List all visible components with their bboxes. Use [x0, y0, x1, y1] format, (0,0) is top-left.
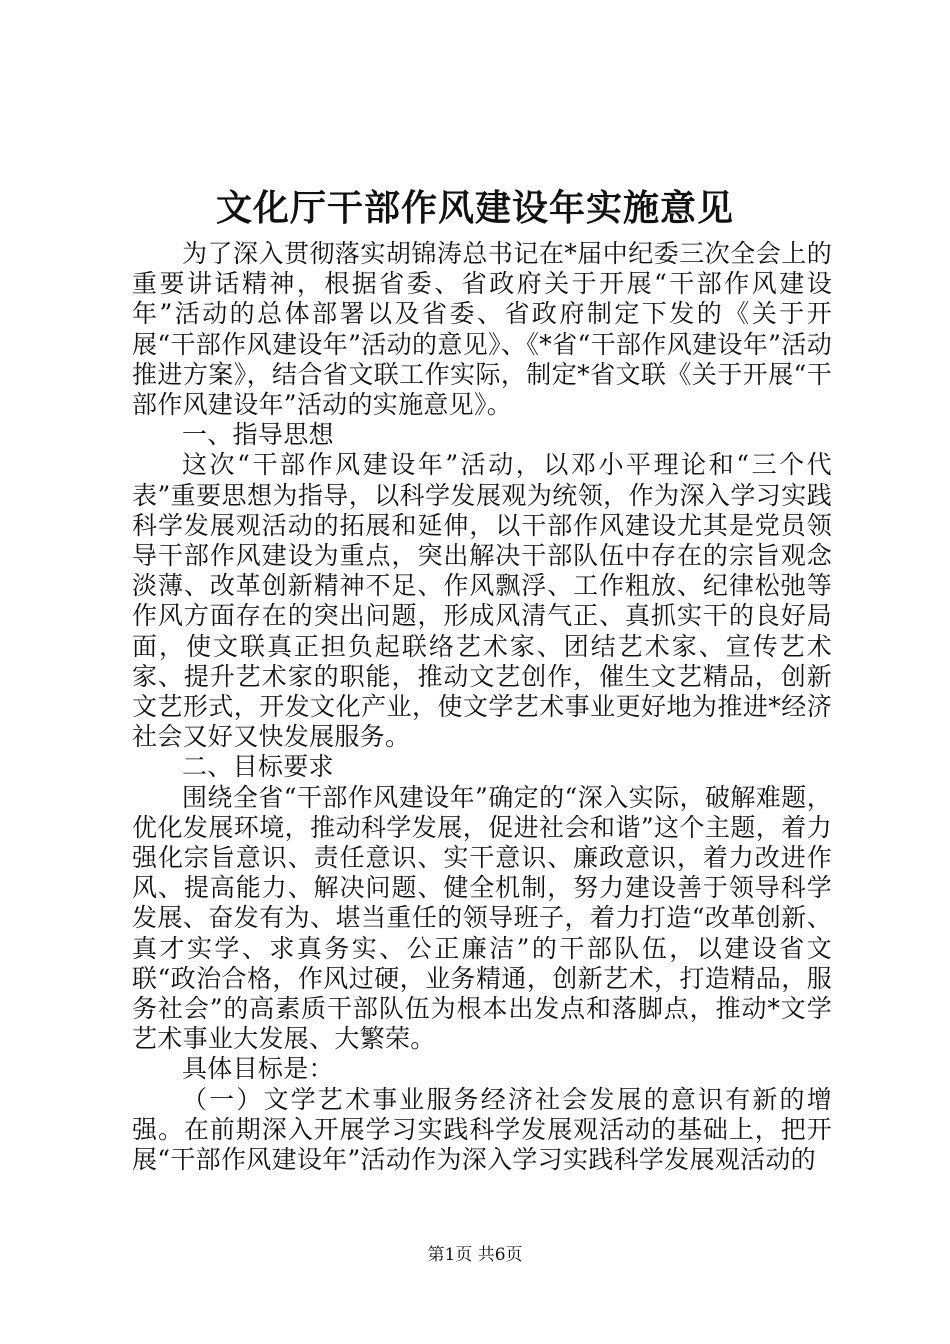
- specific-goal-1-paragraph: （一）文学艺术事业服务经济社会发展的意识有新的增强。在前期深入开展学习实践科学发展观活动的基础上，把开展“干部作风建设年”活动作为深入学习实践科学发展观活动的: [132, 1084, 832, 1175]
- goals-paragraph: 围绕全省“干部作风建设年”确定的“深入实际，破解难题，优化发展环境，推动科学发展，促进社会和谐”这个主题，着力强化宗旨意识、责任意识、实干意识、廉政意识，着力改进作风、提高能力、解决问题、健全机制，努力建设善于领导科学发展、奋发有为、堪当重任的领导班子，着力打造“改革创新、真才实学、求真务实、公正廉洁”的干部队伍，以建设省文联“政治合格，作风过硬，业务精通，创新艺术，打造精品，服务社会”的高素质干部队伍为根本出发点和落脚点，推动*文学艺术事业大发展、大繁荣。: [132, 782, 832, 1054]
- page-number-footer: 第1页 共6页: [427, 1245, 523, 1265]
- document-body: [132, 239, 832, 1175]
- document-title: 文化厅干部作风建设年实施意见: [215, 187, 734, 229]
- specific-goals-label: 具体目标是：: [182, 1054, 334, 1084]
- section-heading-guiding-ideology: 一、指导思想: [182, 420, 334, 450]
- section-heading-goals: 二、目标要求: [182, 752, 334, 782]
- intro-paragraph: 为了深入贯彻落实胡锦涛总书记在*届中纪委三次全会上的重要讲话精神，根据省委、省政府关于开展“干部作风建设年”活动的总体部署以及省委、省政府制定下发的《关于开展“干部作风建设年”活动的意见》、《*省“干部作风建设年”活动推进方案》，结合省文联工作实际，制定*省文联《关于开展“干部作风建设年”活动的实施意见》。: [132, 239, 832, 420]
- guiding-ideology-paragraph: 这次“干部作风建设年”活动，以邓小平理论和“三个代表”重要思想为指导，以科学发展观为统领，作为深入学习实践科学发展观活动的拓展和延伸，以干部作风建设尤其是党员领导干部作风建设为重点，突出解决干部队伍中存在的宗旨观念淡薄、改革创新精神不足、作风飘浮、工作粗放、纪律松弛等作风方面存在的突出问题，形成风清气正、真抓实干的良好局面，使文联真正担负起联络艺术家、团结艺术家、宣传艺术家、提升艺术家的职能，推动文艺创作，催生文艺精品，创新文艺形式，开发文化产业，使文学艺术事业更好地为推进*经济社会又好又快发展服务。: [132, 450, 832, 752]
